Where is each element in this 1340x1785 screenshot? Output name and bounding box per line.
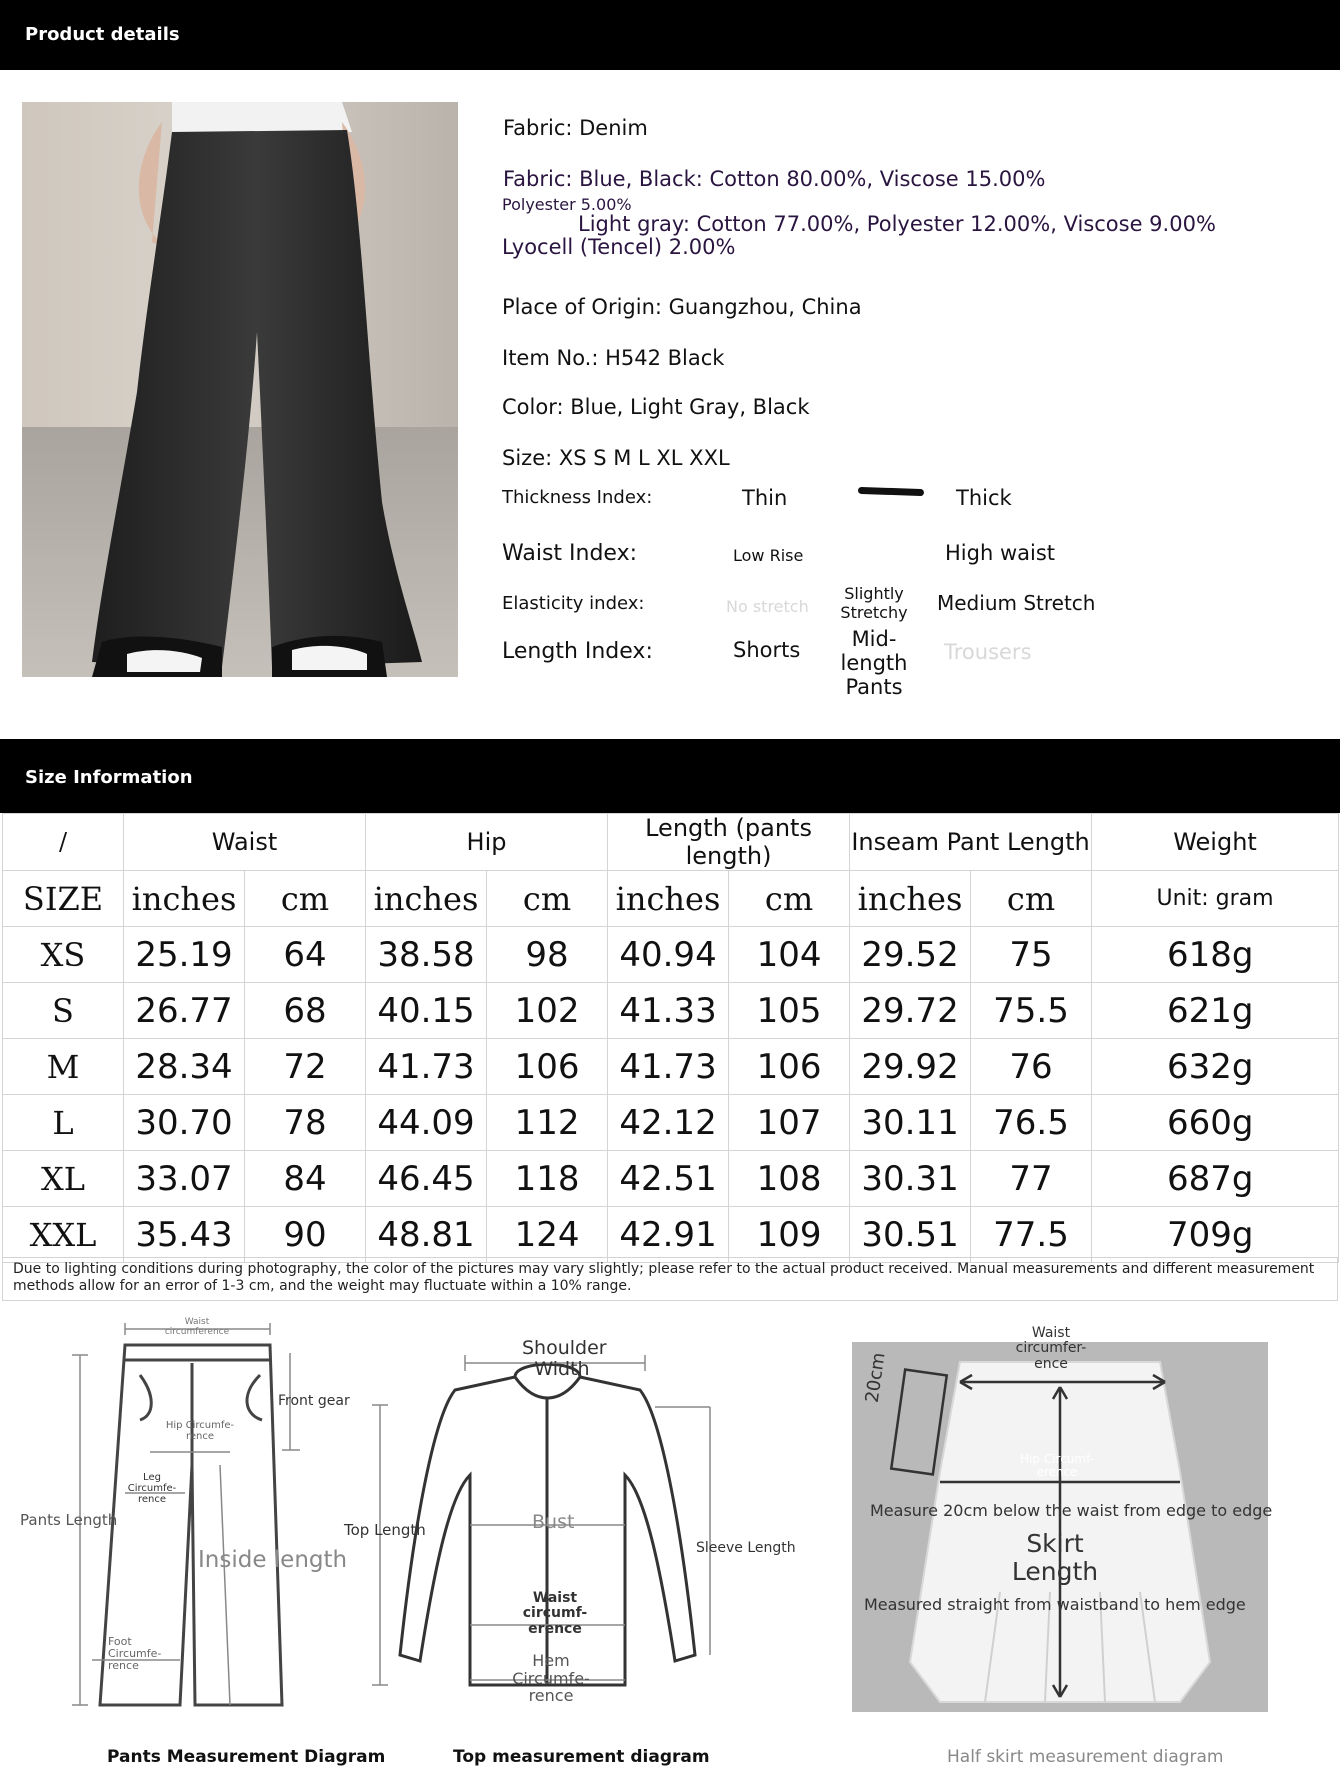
measure-cell: 42.12 bbox=[608, 1095, 729, 1151]
measure-cell: 26.77 bbox=[124, 983, 245, 1039]
unit-inches: inches bbox=[366, 871, 487, 927]
header-length: Length (pants length) bbox=[608, 814, 850, 871]
measure-cell: 25.19 bbox=[124, 927, 245, 983]
size-cell: L bbox=[3, 1095, 124, 1151]
waist-low-rise: Low Rise bbox=[733, 546, 804, 565]
measure-cell: 30.70 bbox=[124, 1095, 245, 1151]
measure-cell: 109 bbox=[729, 1207, 850, 1263]
measure-cell: 98 bbox=[487, 927, 608, 983]
size-cell: S bbox=[3, 983, 124, 1039]
thickness-selected-mark bbox=[858, 487, 924, 496]
measure-cell: 30.31 bbox=[850, 1151, 971, 1207]
unit-gram: Unit: gram bbox=[1092, 871, 1339, 927]
unit-inches: inches bbox=[608, 871, 729, 927]
size-cell: XL bbox=[3, 1151, 124, 1207]
thickness-thin: Thin bbox=[742, 486, 788, 510]
pants-leg-label: Leg Circumfe-rence bbox=[127, 1472, 177, 1505]
weight-cell: 621g bbox=[1092, 983, 1339, 1039]
measure-cell: 72 bbox=[245, 1039, 366, 1095]
measure-cell: 42.91 bbox=[608, 1207, 729, 1263]
table-row bbox=[3, 1151, 1339, 1207]
jeans-illustration bbox=[22, 102, 458, 677]
skirt-diagram bbox=[850, 1342, 1273, 1712]
weight-cell: 618g bbox=[1092, 927, 1339, 983]
measure-cell: 42.51 bbox=[608, 1151, 729, 1207]
product-photo bbox=[22, 102, 458, 677]
measure-cell: 41.73 bbox=[366, 1039, 487, 1095]
pants-caption: Pants Measurement Diagram bbox=[107, 1747, 386, 1767]
pants-length-label: Pants Length bbox=[20, 1511, 118, 1529]
measure-cell: 29.72 bbox=[850, 983, 971, 1039]
elasticity-no-stretch: No stretch bbox=[726, 597, 809, 616]
unit-inches: inches bbox=[124, 871, 245, 927]
composition-line-4: Lyocell (Tencel) 2.00% bbox=[502, 235, 736, 259]
unit-cm: cm bbox=[487, 871, 608, 927]
skirt-measure-length-label: Measured straight from waistband to hem edge bbox=[864, 1595, 1246, 1614]
measure-cell: 30.51 bbox=[850, 1207, 971, 1263]
origin-line: Place of Origin: Guangzhou, China bbox=[502, 295, 862, 319]
unit-cm: cm bbox=[245, 871, 366, 927]
thickness-thick: Thick bbox=[956, 486, 1012, 510]
measure-cell: 30.11 bbox=[850, 1095, 971, 1151]
elasticity-index-label: Elasticity index: bbox=[502, 593, 645, 614]
size-cell: M bbox=[3, 1039, 124, 1095]
pants-inside-length-label: Inside length bbox=[198, 1547, 348, 1573]
thickness-index-label: Thickness Index: bbox=[502, 487, 653, 508]
unit-cm: cm bbox=[729, 871, 850, 927]
fabric-line: Fabric: Denim bbox=[503, 116, 648, 140]
top-sleeve-label: Sleeve Length bbox=[696, 1540, 796, 1556]
measure-cell: 29.92 bbox=[850, 1039, 971, 1095]
measure-cell: 77 bbox=[971, 1151, 1092, 1207]
measure-cell: 38.58 bbox=[366, 927, 487, 983]
length-trousers: Trousers bbox=[944, 640, 1032, 664]
header-size: SIZE bbox=[3, 871, 124, 927]
pants-front-gear-label: Front gear bbox=[278, 1393, 350, 1409]
header-inseam: Inseam Pant Length bbox=[850, 814, 1092, 871]
elasticity-medium-stretch: Medium Stretch bbox=[937, 591, 1096, 615]
weight-cell: 632g bbox=[1092, 1039, 1339, 1095]
measure-cell: 105 bbox=[729, 983, 850, 1039]
measure-cell: 64 bbox=[245, 927, 366, 983]
top-bust-label: Bust bbox=[532, 1511, 575, 1533]
table-row bbox=[3, 1039, 1339, 1095]
measure-cell: 41.33 bbox=[608, 983, 729, 1039]
measure-cell: 84 bbox=[245, 1151, 366, 1207]
top-waist-label: Waist circumf-erence bbox=[522, 1590, 588, 1637]
table-row bbox=[3, 983, 1339, 1039]
item-number-line: Item No.: H542 Black bbox=[502, 346, 725, 370]
waist-high-waist: High waist bbox=[945, 541, 1055, 565]
size-table bbox=[2, 813, 1339, 1263]
table-corner: / bbox=[3, 814, 124, 871]
composition-line-2: Polyester 5.00% bbox=[502, 195, 632, 214]
header-hip: Hip bbox=[366, 814, 608, 871]
size-cell: XXL bbox=[3, 1207, 124, 1263]
table-row bbox=[3, 927, 1339, 983]
weight-cell: 709g bbox=[1092, 1207, 1339, 1263]
measure-cell: 29.52 bbox=[850, 927, 971, 983]
table-row bbox=[3, 1207, 1339, 1263]
measure-cell: 102 bbox=[487, 983, 608, 1039]
unit-inches: inches bbox=[850, 871, 971, 927]
measure-cell: 108 bbox=[729, 1151, 850, 1207]
measure-cell: 76.5 bbox=[971, 1095, 1092, 1151]
measure-cell: 124 bbox=[487, 1207, 608, 1263]
skirt-caption: Half skirt measurement diagram bbox=[947, 1747, 1224, 1767]
skirt-20cm-label: 20cm bbox=[861, 1351, 890, 1405]
pants-hip-label: Hip Circumfe-rence bbox=[165, 1420, 235, 1442]
skirt-hip-label: Hip Circumf-erence bbox=[1020, 1452, 1094, 1480]
measure-cell: 40.94 bbox=[608, 927, 729, 983]
top-length-label: Top Length bbox=[344, 1521, 426, 1539]
measure-cell: 41.73 bbox=[608, 1039, 729, 1095]
weight-cell: 660g bbox=[1092, 1095, 1339, 1151]
unit-cm: cm bbox=[971, 871, 1092, 927]
length-mid-length-pants: Mid-length Pants bbox=[840, 627, 908, 699]
size-information-header: Size Information bbox=[0, 739, 1340, 813]
measurement-note: Due to lighting conditions during photography, the color of the pictures may vary slightly; please refer to the actual product received. Manual measurements and different measurement methods allow for an error of 1-3 cm, and the weight may fluctuate within a 10% range. bbox=[2, 1257, 1338, 1301]
measure-cell: 106 bbox=[487, 1039, 608, 1095]
skirt-length-label: Skirt Length bbox=[1011, 1529, 1099, 1586]
waist-index-label: Waist Index: bbox=[502, 541, 637, 566]
measure-cell: 46.45 bbox=[366, 1151, 487, 1207]
measure-cell: 68 bbox=[245, 983, 366, 1039]
measure-cell: 75.5 bbox=[971, 983, 1092, 1039]
measure-cell: 44.09 bbox=[366, 1095, 487, 1151]
pants-foot-label: Foot Circumfe-rence bbox=[108, 1635, 162, 1673]
skirt-measure-hip-label: Measure 20cm below the waist from edge to edge bbox=[870, 1501, 1273, 1520]
weight-cell: 687g bbox=[1092, 1151, 1339, 1207]
color-line: Color: Blue, Light Gray, Black bbox=[502, 395, 810, 419]
measure-cell: 35.43 bbox=[124, 1207, 245, 1263]
elasticity-slightly-stretchy: Slightly Stretchy bbox=[840, 584, 908, 622]
composition-line-1: Fabric: Blue, Black: Cotton 80.00%, Viscose 15.00% bbox=[503, 167, 1046, 191]
composition-line-3: Light gray: Cotton 77.00%, Polyester 12.00%, Viscose 9.00% bbox=[578, 212, 1216, 236]
measure-cell: 118 bbox=[487, 1151, 608, 1207]
top-diagram bbox=[340, 1335, 810, 1700]
length-shorts: Shorts bbox=[733, 638, 801, 662]
measure-cell: 48.81 bbox=[366, 1207, 487, 1263]
measure-cell: 90 bbox=[245, 1207, 366, 1263]
header-weight: Weight bbox=[1092, 814, 1339, 871]
measure-cell: 78 bbox=[245, 1095, 366, 1151]
measure-cell: 76 bbox=[971, 1039, 1092, 1095]
product-details-header: Product details bbox=[0, 0, 1340, 70]
top-hem-label: Hem Circumfe-rence bbox=[512, 1651, 590, 1706]
measure-cell: 40.15 bbox=[366, 983, 487, 1039]
measure-cell: 107 bbox=[729, 1095, 850, 1151]
skirt-waist-label: Waist circumfer-ence bbox=[1015, 1325, 1087, 1372]
length-index-label: Length Index: bbox=[502, 639, 653, 664]
measure-cell: 112 bbox=[487, 1095, 608, 1151]
table-row bbox=[3, 1095, 1339, 1151]
top-shoulder-label: Shoulder Width bbox=[522, 1337, 607, 1380]
top-caption: Top measurement diagram bbox=[453, 1747, 710, 1767]
measure-cell: 28.34 bbox=[124, 1039, 245, 1095]
measure-cell: 75 bbox=[971, 927, 1092, 983]
measure-cell: 106 bbox=[729, 1039, 850, 1095]
size-line: Size: XS S M L XL XXL bbox=[502, 446, 730, 470]
size-cell: XS bbox=[3, 927, 124, 983]
measure-cell: 33.07 bbox=[124, 1151, 245, 1207]
measure-cell: 104 bbox=[729, 927, 850, 983]
measure-cell: 77.5 bbox=[971, 1207, 1092, 1263]
pants-waist-label: Waist circumference bbox=[164, 1317, 230, 1337]
header-waist: Waist bbox=[124, 814, 366, 871]
